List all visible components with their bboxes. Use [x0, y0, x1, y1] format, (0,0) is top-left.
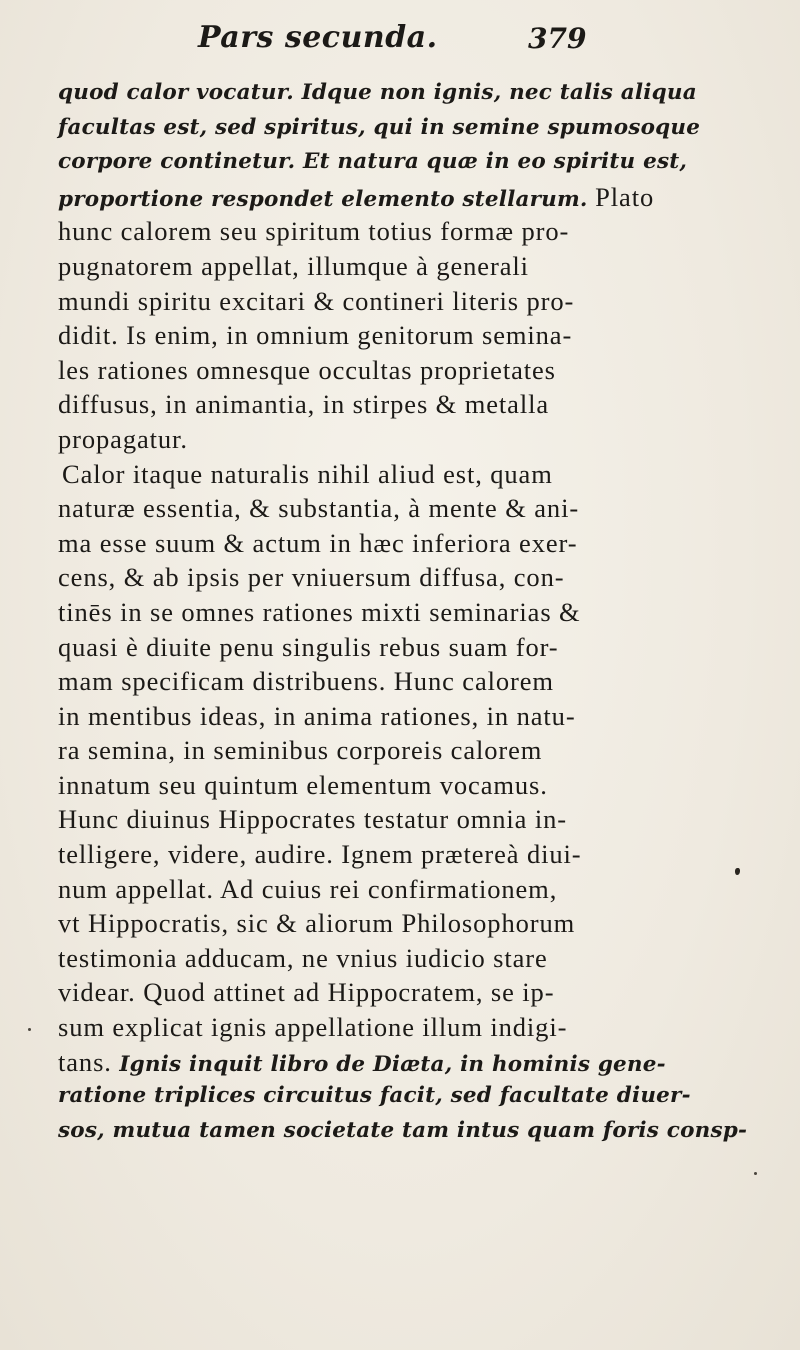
text-line: pugnatorem appellat, illumque à generali: [58, 250, 529, 281]
paragraph-start-line: Calor itaque naturalis nihil aliud est, quam: [62, 458, 553, 489]
text-line: diffusus, in animantia, in stirpes & metalla: [58, 389, 550, 420]
text-line: innatum seu quintum elementum vocamus.: [58, 769, 548, 800]
text-line: in mentibus ideas, in anima rationes, in natu-: [58, 700, 576, 731]
text-line: sos, mutua tamen societate tam intus quam foris consp-: [58, 1117, 748, 1143]
text-line: quod calor vocatur. Idque non ignis, nec talis aliqua: [58, 80, 697, 105]
text-line: cens, & ab ipsis per vniuersum diffusa, con-: [58, 562, 565, 593]
ink-speck: [735, 868, 740, 875]
body-text: [58, 76, 748, 1148]
text-line: mundi spiritu excitari & contineri literis pro-: [58, 285, 575, 316]
text-line: [58, 180, 658, 215]
running-head: Pars secunda.: [198, 20, 438, 55]
text-line: quasi è diuite penu singulis rebus suam for-: [58, 631, 559, 662]
text-line: videar. Quod attinet ad Hippocratem, se ip-: [58, 977, 555, 1008]
text-line: mam specificam distribuens. Hunc calorem: [58, 666, 554, 697]
page-header: [0, 14, 800, 70]
text-line: naturæ essentia, & substantia, à mente & ani-: [58, 493, 580, 524]
text-line: hunc calorem seu spiritum totius formæ pro-: [58, 216, 570, 247]
text-line: les rationes omnesque occultas proprietates: [58, 354, 556, 385]
text-line: ma esse suum & actum in hæc inferiora exer-: [58, 527, 578, 558]
roman-segment: Plato: [587, 181, 655, 212]
text-line: tinēs in se omnes rationes mixti seminarias &: [58, 596, 581, 627]
text-line: [58, 1045, 666, 1080]
text-line: sum explicat ignis appellatione illum indigi-: [58, 1012, 568, 1043]
text-line: telligere, videre, audire. Ignem prætereà diui-: [58, 839, 582, 870]
text-line: num appellat. Ad cuius rei confirmationem,: [58, 873, 558, 904]
text-line: facultas est, sed spiritus, qui in semine spumosoque: [58, 114, 701, 140]
margin-mark: [28, 1028, 31, 1031]
text-line: testimonia adducam, ne vnius iudicio stare: [58, 942, 548, 973]
text-line: vt Hippocratis, sic & aliorum Philosophorum: [58, 908, 576, 939]
text-line: propagatur.: [58, 423, 188, 454]
text-line: ra semina, in seminibus corporeis calorem: [58, 735, 543, 766]
roman-segment: tans.: [58, 1046, 120, 1077]
page-number: 379: [528, 22, 587, 55]
text-line: corpore continetur. Et natura quæ in eo spiritu est,: [58, 149, 688, 175]
italic-segment: Ignis inquit libro de Diæta, in hominis gene-: [119, 1051, 666, 1077]
margin-mark: [754, 1172, 757, 1175]
italic-segment: proportione respondet elemento stellarum.: [58, 186, 588, 212]
text-line: didit. Is enim, in omnium genitorum semina-: [58, 320, 573, 351]
text-line: Hunc diuinus Hippocrates testatur omnia in-: [58, 804, 567, 835]
text-line: ratione triplices circuitus facit, sed facultate diuer-: [58, 1083, 691, 1109]
